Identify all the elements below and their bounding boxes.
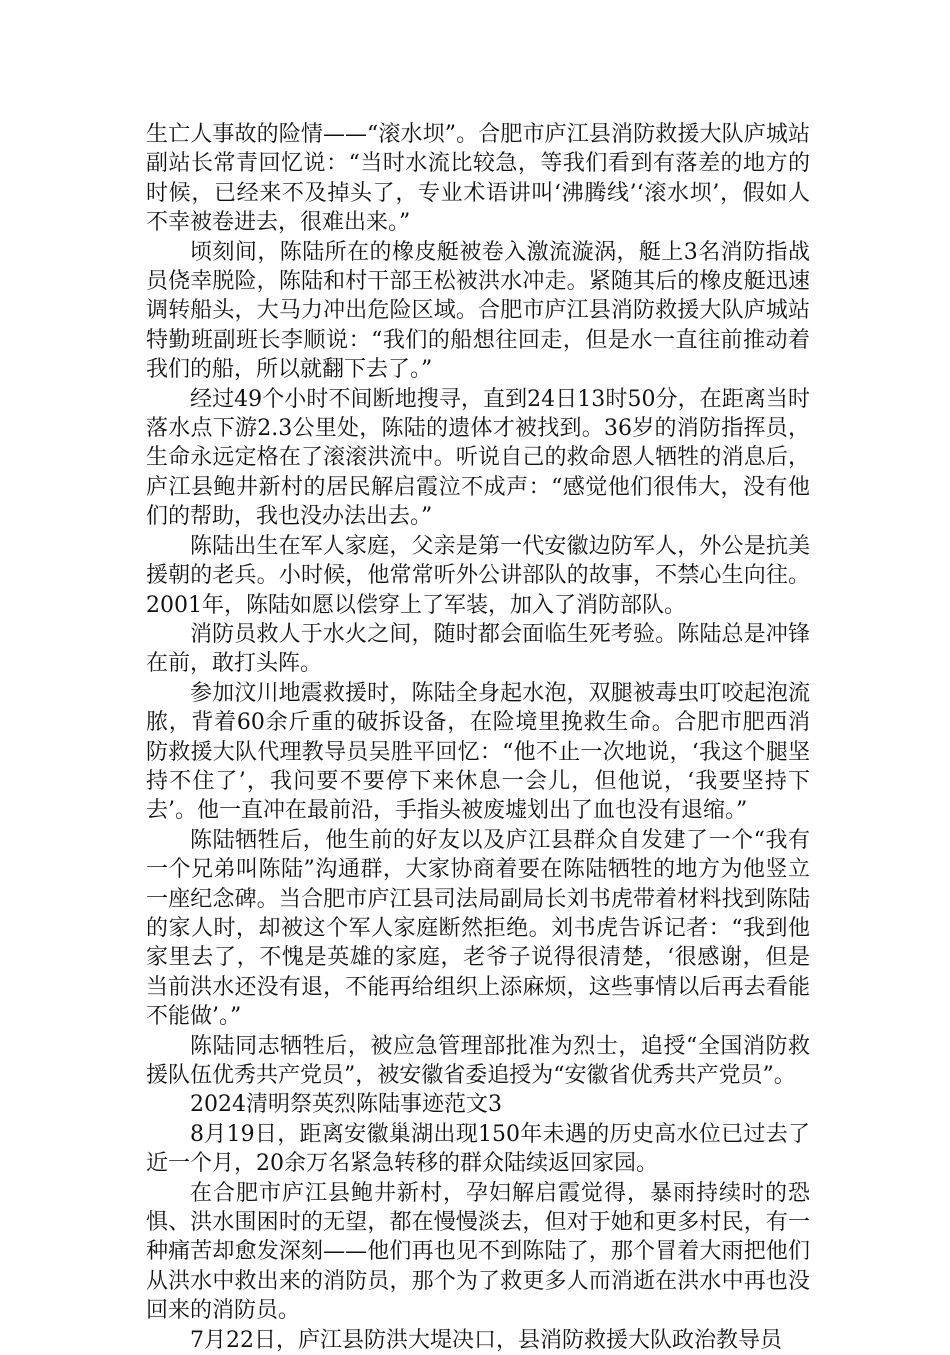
section-heading: 2024清明祭英烈陈陆事迹范文3 bbox=[190, 1092, 502, 1118]
paragraph: 经过49个小时不间断地搜寻，直到24日13时50分，在距离当时落水点下游2.3公里处，陈陆的遗体才被找到。36岁的消防指挥员，生命永远定格在了滚滚洪流中。听说自己的救命恩人牺牲的消息后，庐江县鲍井新村的居民解启霞泣不成声：“感觉他们很伟大，没有他们的帮助，我也没办法出去。” bbox=[146, 386, 810, 530]
paragraph: 生亡人事故的险情——“滚水坝”。合肥市庐江县消防救援大队庐城站副站长常青回忆说：“当时水流比较急，等我们看到有落差的地方的时候，已经来不及掉头了，专业术语讲叫‘沸腾线’‘滚水坝’，假如人不幸被卷进去，很难出来。” bbox=[146, 122, 810, 236]
paragraph: 消防员救人于水火之间，随时都会面临生死考验。陈陆总是冲锋在前，敢打头阵。 bbox=[146, 621, 810, 677]
paragraph: 在合肥市庐江县鲍井新村，孕妇解启霞觉得，暴雨持续时的恐惧、洪水围困时的无望，都在慢慢淡去，但对于她和更多村民，有一种痛苦却愈发深刻——他们再也见不到陈陆了，那个冒着大雨把他们从洪水中救出来的消防员，那个为了救更多人而消逝在洪水中再也没回来的消防员。 bbox=[146, 1180, 810, 1324]
paragraph: 陈陆牺牲后，他生前的好友以及庐江县群众自发建了一个“我有一个兄弟叫陈陆”沟通群，大家协商着要在陈陆牺牲的地方为他竖立一座纪念碑。当合肥市庐江县司法局副局长刘书虎带着材料找到陈陆的家人时，却被这个军人家庭断然拒绝。刘书虎告诉记者：“我到他家里去了，不愧是英雄的家庭，老爷子说得很清楚，‘很感谢，但是当前洪水还没有退，不能再给组织上添麻烦，这些事情以后再去看能不能做’。” bbox=[146, 827, 810, 1030]
paragraph: 顷刻间，陈陆所在的橡皮艇被卷入激流漩涡，艇上3名消防指战员侥幸脱险，陈陆和村干部王松被洪水冲走。紧随其后的橡皮艇迅速调转船头，大马力冲出危险区域。合肥市庐江县消防救援大队庐城站特勤班副班长李顺说：“我们的船想往回走，但是水一直往前推动着我们的船，所以就翻下去了。” bbox=[146, 239, 810, 383]
paragraph: 参加汶川地震救援时，陈陆全身起水泡，双腿被毒虫叮咬起泡流脓，背着60余斤重的破拆设备，在险境里挽救生命。合肥市肥西消防救援大队代理教导员吴胜平回忆：“他不止一次地说，‘我这个腿坚持不住了’，我问要不要停下来休息一会儿，但他说，‘我要坚持下去’。他一直冲在最前沿，手指头被废墟划出了血也没有退缩。” bbox=[146, 680, 810, 824]
document-body bbox=[146, 120, 810, 1355]
paragraph: 陈陆出生在军人家庭，父亲是第一代安徽边防军人，外公是抗美援朝的老兵。小时候，他常常听外公讲部队的故事，不禁心生向往。2001年，陈陆如愿以偿穿上了军装，加入了消防部队。 bbox=[146, 533, 810, 618]
paragraph: 陈陆同志牺牲后，被应急管理部批准为烈士，追授“全国消防救援队伍优秀共产党员”，被安徽省委追授为“安徽省优秀共产党员”。 bbox=[146, 1033, 810, 1088]
paragraph: 8月19日，距离安徽巢湖出现150年未遇的历史高水位已过去了近一个月，20余万名紧急转移的群众陆续返回家园。 bbox=[146, 1121, 810, 1177]
paragraph: 7月22日，庐江县防洪大堤决口，县消防救援大队政治教导员 bbox=[190, 1327, 782, 1353]
